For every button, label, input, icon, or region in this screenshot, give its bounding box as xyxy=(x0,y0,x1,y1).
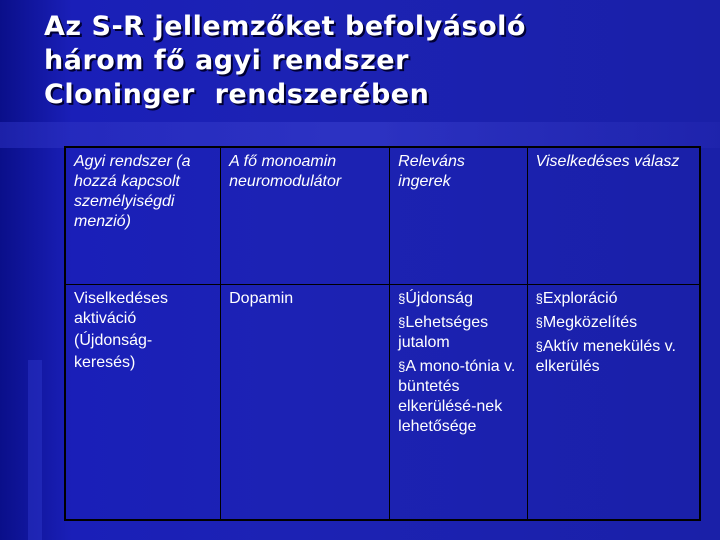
system-line-2: (Újdonság- xyxy=(74,332,153,349)
list-item: §Újdonság xyxy=(398,290,473,307)
list-item: §Lehetséges jutalom xyxy=(398,314,489,351)
table-header-row xyxy=(65,147,700,285)
bullet-mark: § xyxy=(398,291,406,306)
title-line-3: Cloninger rendszerében xyxy=(44,79,430,110)
bullet-mark: § xyxy=(398,315,406,330)
header-brain-system: Agyi rendszer (a hozzá kapcsolt személyiségdi menzió) xyxy=(65,147,221,285)
list-item: §Aktív menekülés v. elkerülés xyxy=(535,338,676,375)
list-item: §Megközelítés xyxy=(535,314,638,331)
header-neuromodulator: A fő monoamin neuromodulátor xyxy=(221,147,390,285)
slide-title xyxy=(44,10,684,112)
brain-systems-table xyxy=(64,146,701,521)
bullet-mark: § xyxy=(398,359,406,374)
header-stimuli: Releváns ingerek xyxy=(390,147,527,285)
title-line-2: három fő agyi rendszer xyxy=(44,45,409,76)
list-item: §Exploráció xyxy=(535,290,618,307)
bullet-mark: § xyxy=(535,315,543,330)
table-row xyxy=(65,285,700,521)
bullet-mark: § xyxy=(535,291,543,306)
cell-stimuli xyxy=(390,285,527,521)
cell-response xyxy=(527,285,700,521)
header-response: Viselkedéses válasz xyxy=(527,147,700,285)
title-line-1: Az S-R jellemzőket befolyásoló xyxy=(44,11,526,42)
decorative-band xyxy=(0,122,720,148)
system-line-1: Viselkedéses aktiváció xyxy=(74,290,168,327)
decorative-side-bar xyxy=(28,360,42,540)
system-line-3: keresés) xyxy=(74,354,136,371)
bullet-mark: § xyxy=(535,339,543,354)
cell-neuromodulator: Dopamin xyxy=(221,285,390,521)
cell-brain-system xyxy=(65,285,221,521)
list-item: §A mono-tónia v. büntetés elkerülésé-nek lehetősége xyxy=(398,358,516,435)
